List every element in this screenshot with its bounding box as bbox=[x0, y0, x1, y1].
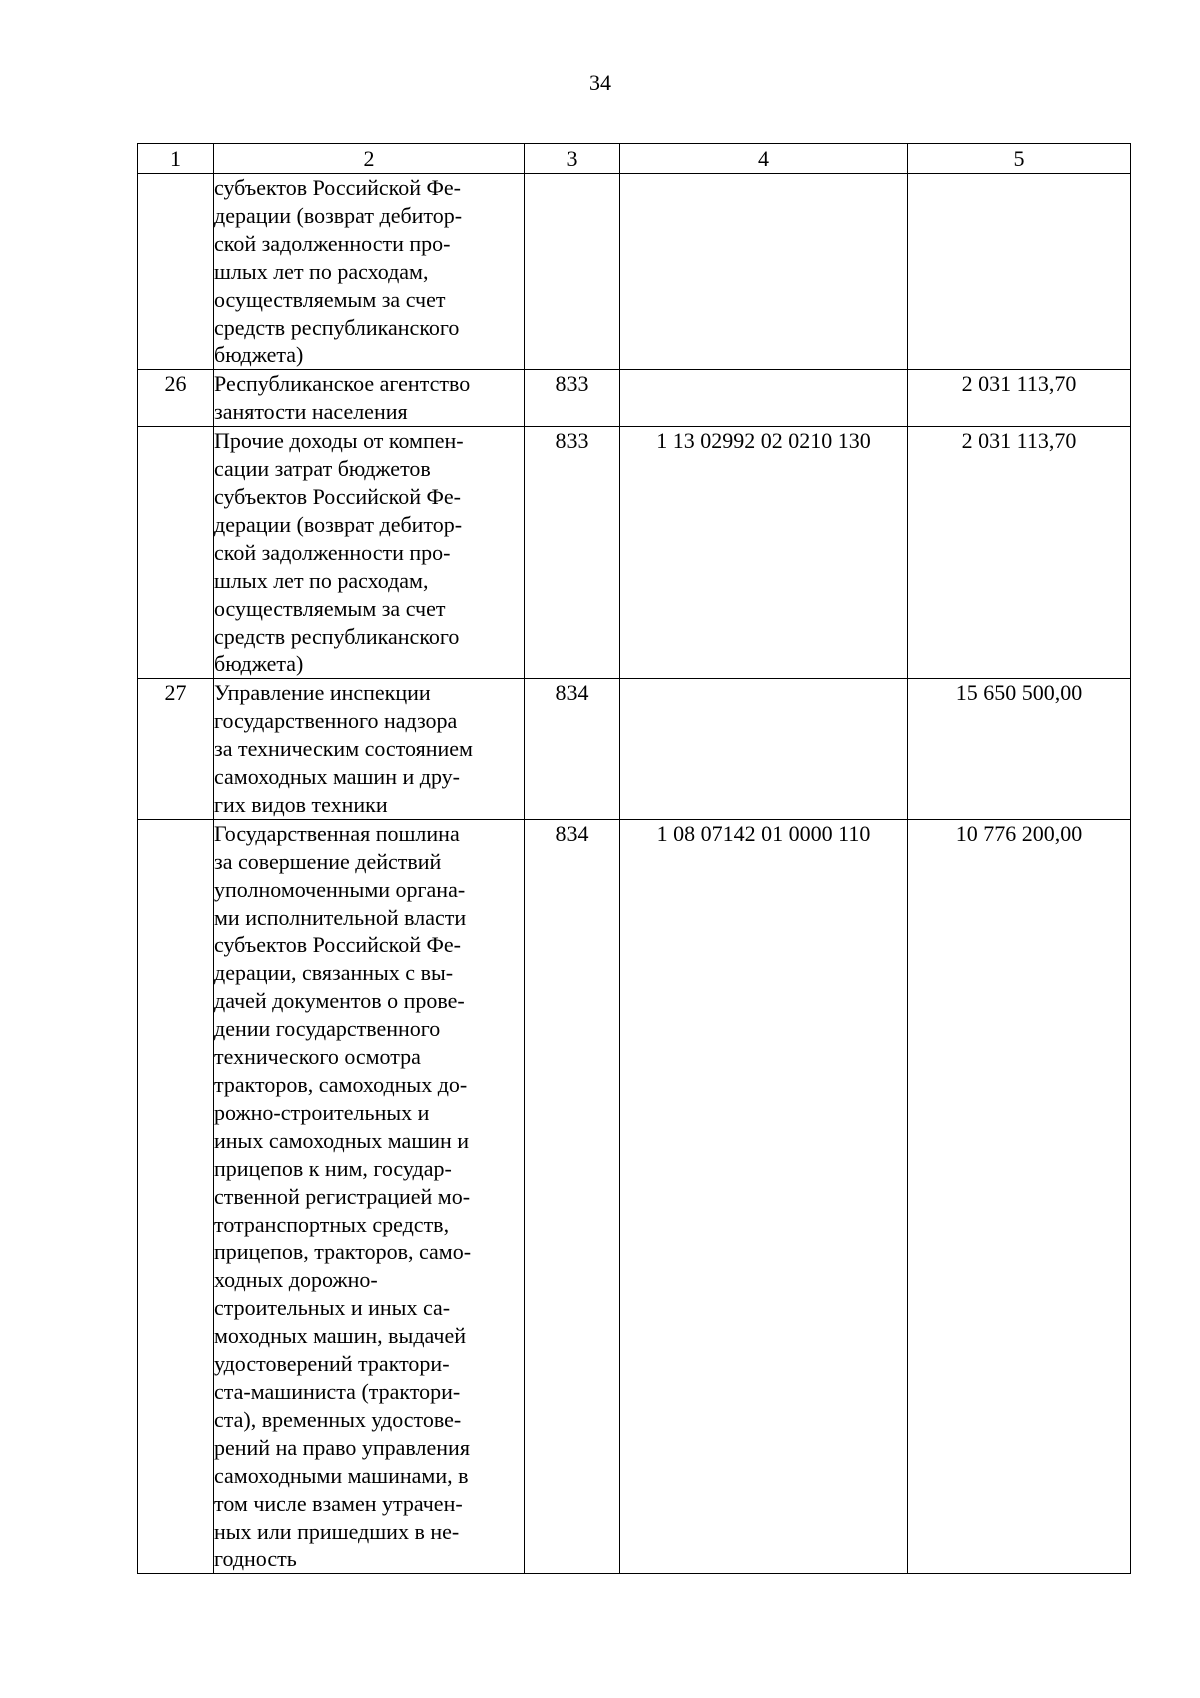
table-row bbox=[138, 174, 1131, 370]
name-cell bbox=[214, 174, 525, 370]
name-line: самоходных машин и дру- bbox=[214, 764, 460, 790]
name-line: ста), временных удостове- bbox=[214, 1406, 462, 1432]
admin-code-cell: 833 bbox=[525, 427, 620, 679]
name-line: иных самоходных машин и bbox=[214, 1127, 470, 1153]
revenue-table bbox=[137, 143, 1131, 1574]
table-row bbox=[138, 427, 1131, 679]
name-line: Прочие доходы от компен- bbox=[214, 428, 464, 454]
name-line: том числе взамен утрачен- bbox=[214, 1490, 463, 1516]
name-line: ской задолженности про- bbox=[214, 230, 451, 256]
name-cell bbox=[214, 370, 525, 427]
name-line: за совершение действий bbox=[214, 848, 442, 874]
name-line: субъектов Российской Фе- bbox=[214, 175, 461, 200]
name-line: средств республиканского bbox=[214, 623, 460, 649]
table-row bbox=[138, 679, 1131, 820]
name-line: дерации, связанных с вы- bbox=[214, 960, 454, 986]
name-line: строительных и иных са- bbox=[214, 1295, 451, 1321]
name-line: за техническим состоянием bbox=[214, 736, 473, 762]
name-line: занятости населения bbox=[214, 399, 408, 425]
name-line: прицепов к ним, государ- bbox=[214, 1155, 452, 1181]
row-number-cell: 27 bbox=[138, 679, 214, 820]
budget-classification-code-cell bbox=[620, 679, 908, 820]
name-cell bbox=[214, 679, 525, 820]
budget-classification-code-cell: 1 13 02992 02 0210 130 bbox=[620, 427, 908, 679]
name-line: технического осмотра bbox=[214, 1044, 421, 1070]
name-line: моходных машин, выдачей bbox=[214, 1323, 467, 1349]
name-line: ходных дорожно- bbox=[214, 1267, 378, 1293]
name-line: бюджета) bbox=[214, 651, 304, 677]
admin-code-cell bbox=[525, 174, 620, 370]
name-line: бюджета) bbox=[214, 342, 304, 368]
row-number-cell bbox=[138, 174, 214, 370]
name-line: государственного надзора bbox=[214, 708, 458, 734]
name-cell bbox=[214, 427, 525, 679]
name-line: ской задолженности про- bbox=[214, 539, 451, 565]
row-number-cell bbox=[138, 819, 214, 1573]
name-line: Государственная пошлина bbox=[214, 820, 460, 846]
row-number-cell bbox=[138, 427, 214, 679]
column-header-5: 5 bbox=[908, 144, 1131, 174]
name-line: ных или пришедших в не- bbox=[214, 1518, 460, 1544]
amount-cell: 2 031 113,70 bbox=[908, 370, 1131, 427]
table-header-row bbox=[138, 144, 1131, 174]
admin-code-cell: 834 bbox=[525, 679, 620, 820]
name-line: ста-машиниста (трактори- bbox=[214, 1378, 461, 1404]
name-line: субъектов Российской Фе- bbox=[214, 932, 461, 958]
name-line: годность bbox=[214, 1546, 297, 1572]
column-header-2: 2 bbox=[214, 144, 525, 174]
amount-cell: 10 776 200,00 bbox=[908, 819, 1131, 1573]
name-line: дерации (возврат дебитор- bbox=[214, 202, 463, 228]
budget-classification-code-cell: 1 08 07142 01 0000 110 bbox=[620, 819, 908, 1573]
column-header-4: 4 bbox=[620, 144, 908, 174]
name-line: субъектов Российской Фе- bbox=[214, 483, 461, 509]
name-line: средств республиканского bbox=[214, 314, 460, 340]
name-cell bbox=[214, 819, 525, 1573]
budget-classification-code-cell bbox=[620, 174, 908, 370]
budget-classification-code-cell bbox=[620, 370, 908, 427]
name-line: Республиканское агентство bbox=[214, 371, 471, 397]
name-line: осуществляемым за счет bbox=[214, 286, 446, 312]
name-line: шлых лет по расходам, bbox=[214, 258, 429, 284]
row-number-cell: 26 bbox=[138, 370, 214, 427]
table-body bbox=[138, 174, 1131, 1574]
amount-cell: 15 650 500,00 bbox=[908, 679, 1131, 820]
name-line: сации затрат бюджетов bbox=[214, 456, 431, 482]
name-line: гих видов техники bbox=[214, 791, 388, 817]
name-line: тракторов, самоходных до- bbox=[214, 1072, 468, 1097]
name-line: шлых лет по расходам, bbox=[214, 567, 429, 593]
name-line: рений на право управления bbox=[214, 1434, 470, 1460]
name-line: дении государственного bbox=[214, 1016, 441, 1042]
amount-cell bbox=[908, 174, 1131, 370]
name-line: осуществляемым за счет bbox=[214, 595, 446, 621]
name-line: удостоверений трактори- bbox=[214, 1351, 450, 1377]
name-line: Управление инспекции bbox=[214, 680, 431, 706]
admin-code-cell: 833 bbox=[525, 370, 620, 427]
name-line: уполномоченными органа- bbox=[214, 876, 466, 902]
page-number: 34 bbox=[589, 70, 611, 95]
name-line: ми исполнительной власти bbox=[214, 904, 467, 930]
name-line: дерации (возврат дебитор- bbox=[214, 511, 463, 537]
name-line: самоходными машинами, в bbox=[214, 1462, 469, 1488]
name-line: тотранспортных средств, bbox=[214, 1211, 450, 1237]
column-header-3: 3 bbox=[525, 144, 620, 174]
admin-code-cell: 834 bbox=[525, 819, 620, 1573]
table-row bbox=[138, 370, 1131, 427]
name-line: прицепов, тракторов, само- bbox=[214, 1239, 472, 1265]
name-line: рожно-строительных и bbox=[214, 1099, 430, 1125]
table-row bbox=[138, 819, 1131, 1573]
name-line: ственной регистрацией мо- bbox=[214, 1183, 471, 1209]
amount-cell: 2 031 113,70 bbox=[908, 427, 1131, 679]
column-header-1: 1 bbox=[138, 144, 214, 174]
name-line: дачей документов о прове- bbox=[214, 988, 465, 1014]
